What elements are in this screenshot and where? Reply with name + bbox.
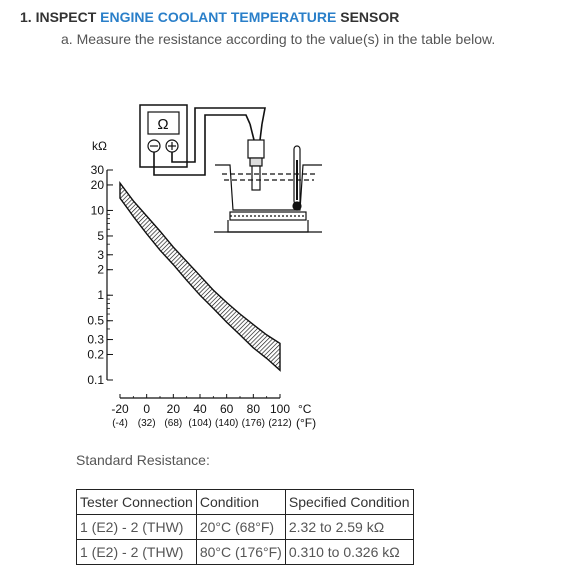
cell-specified-condition: 0.310 to 0.326 kΩ: [285, 540, 413, 565]
y-tick-label: 10: [90, 203, 104, 218]
water-bath: [214, 165, 322, 232]
x-tick-label-fahrenheit: (140): [214, 418, 239, 429]
x-tick-label-fahrenheit: (176): [241, 418, 266, 429]
x-tick-label-fahrenheit: (32): [137, 418, 156, 429]
cell-specified-condition: 2.32 to 2.59 kΩ: [285, 515, 413, 540]
y-axis-label: kΩ: [92, 139, 107, 153]
x-tick-label-fahrenheit: (-4): [112, 418, 128, 429]
resistance-chart: [87, 163, 291, 429]
step-highlight: ENGINE COOLANT TEMPERATURE: [100, 9, 337, 25]
table-header-row: [77, 490, 414, 515]
step-suffix: SENSOR: [340, 9, 400, 25]
resistance-band: [120, 183, 280, 370]
step-number: 1.: [20, 9, 32, 25]
header-tester-connection: Tester Connection: [77, 490, 197, 515]
y-tick-label: 1: [97, 288, 104, 303]
x-tick-label-celsius: 80: [246, 402, 261, 416]
thermometer-icon: [293, 146, 301, 210]
x-tick-label-fahrenheit: (68): [164, 418, 183, 429]
x-tick-label-celsius: 60: [219, 402, 234, 416]
y-tick-label: 0.1: [87, 373, 104, 387]
standard-resistance-label: Standard Resistance:: [76, 452, 210, 468]
x-tick-label-fahrenheit: (212): [268, 418, 292, 429]
table-row: [77, 540, 414, 565]
y-tick-label: 5: [97, 228, 104, 243]
y-tick-label: 2: [97, 262, 104, 277]
x-axis-unit-celsius: °C: [298, 402, 312, 416]
table-row: [77, 515, 414, 540]
cell-condition: 80°C (176°F): [196, 540, 285, 565]
y-tick-label: 0.2: [87, 347, 104, 362]
x-tick-label-fahrenheit: (104): [188, 418, 212, 429]
y-tick-label: 30: [90, 163, 104, 177]
step-prefix: INSPECT: [35, 9, 97, 25]
x-tick-label-celsius: 20: [166, 402, 181, 416]
cell-condition: 20°C (68°F): [196, 515, 285, 540]
x-tick-label-celsius: 0: [143, 402, 151, 416]
y-tick-label: 3: [97, 247, 104, 262]
substep-text: a. Measure the resistance according to the value(s) in the table below.: [61, 31, 496, 47]
ohm-symbol: Ω: [157, 116, 169, 133]
x-tick-label-celsius: 40: [193, 402, 207, 416]
x-tick-label-celsius: 100: [269, 402, 291, 416]
specification-table: [76, 489, 414, 565]
header-specified-condition: Specified Condition: [285, 490, 413, 515]
x-axis-unit-fahrenheit: (°F): [296, 416, 317, 430]
cell-tester-connection: 1 (E2) - 2 (THW): [77, 540, 197, 565]
ohmmeter: [140, 105, 187, 167]
header-condition: Condition: [196, 490, 285, 515]
cell-tester-connection: 1 (E2) - 2 (THW): [77, 515, 197, 540]
y-tick-label: 20: [90, 177, 104, 192]
coolant-sensor: [248, 140, 264, 190]
y-tick-label: 0.5: [87, 313, 104, 328]
x-tick-label-celsius: -20: [111, 402, 129, 416]
y-tick-label: 0.3: [87, 332, 104, 347]
